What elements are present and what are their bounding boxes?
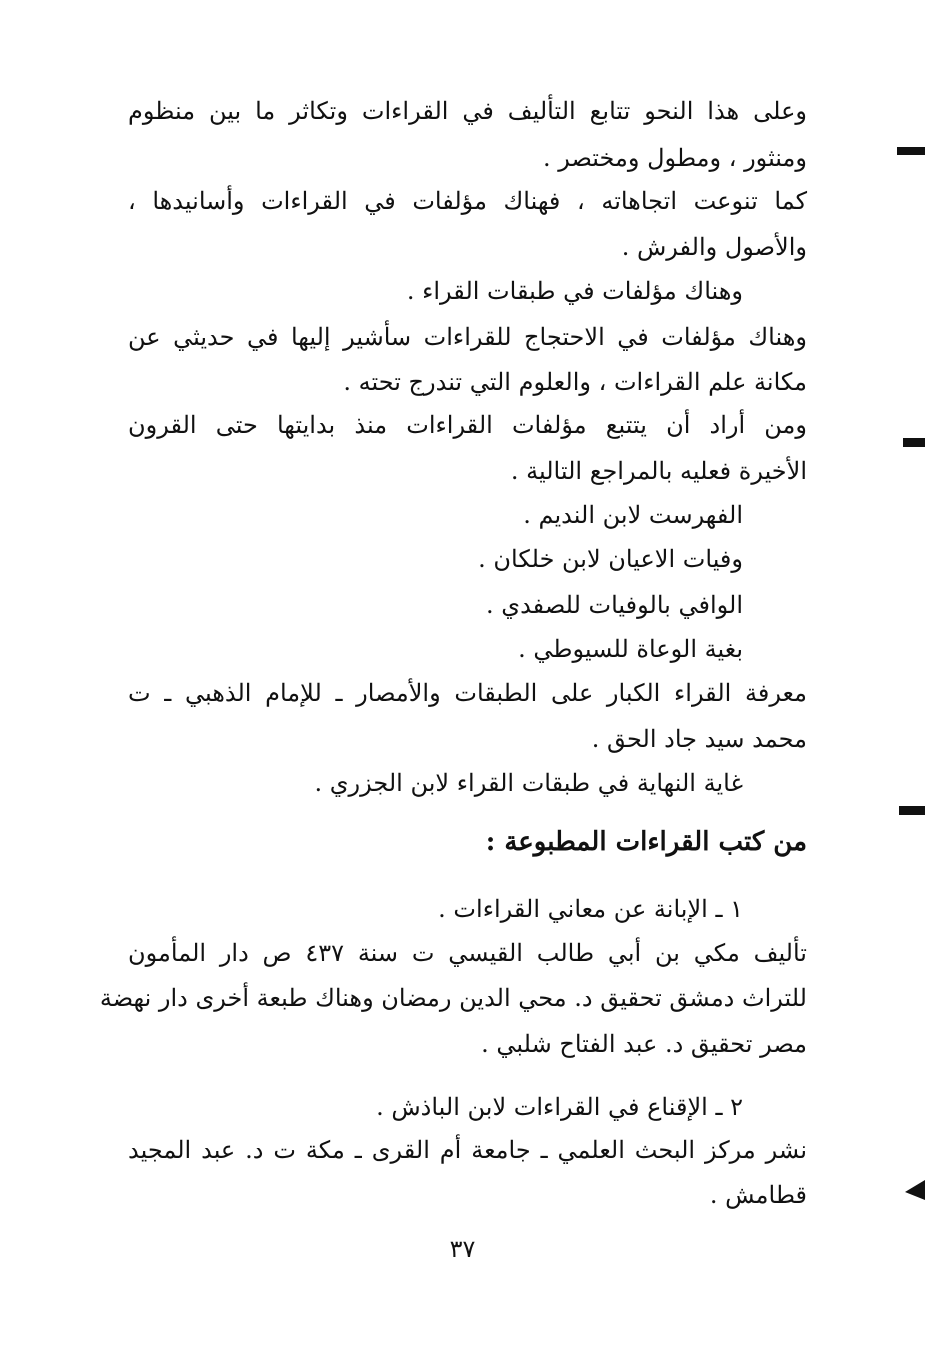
text-line: بغية الوعاة للسيوطي . <box>518 635 743 663</box>
text-line: وفيات الاعيان لابن خلكان . <box>478 545 743 573</box>
text-line: محمد سيد جاد الحق . <box>591 725 807 753</box>
binding-mark <box>903 438 925 447</box>
text-line: الأخيرة فعليه بالمراجع التالية . <box>510 457 807 485</box>
text-line: نشر مركز البحث العلمي ـ جامعة أم القرى ـ مكة ت د. عبد المجيد <box>128 1136 807 1164</box>
book-entry-title: ١ ـ الإبانة عن معاني القراءات . <box>438 895 743 923</box>
text-line: وهناك مؤلفات في طبقات القراء . <box>406 277 743 305</box>
text-line: الفهرست لابن النديم . <box>523 501 743 529</box>
binding-mark <box>897 147 925 155</box>
binding-mark <box>899 806 925 815</box>
text-line: ومنثور ، ومطول ومختصر . <box>542 144 807 172</box>
text-line: مصر تحقيق د. عبد الفتاح شلبي . <box>481 1030 807 1058</box>
text-line: تأليف مكي بن أبي طالب القيسي ت سنة ٤٣٧ ص دار المأمون <box>128 939 807 967</box>
page-number: ٣٧ <box>449 1235 476 1263</box>
binding-mark <box>905 1180 925 1200</box>
text-line: وهناك مؤلفات في الاحتجاج للقراءات سأشير إليها في حديثي عن <box>128 323 807 351</box>
text-line: وعلى هذا النحو تتابع التأليف في القراءات وتكاثر ما بين منظوم <box>128 97 807 125</box>
text-line: والأصول والفرش . <box>621 233 807 261</box>
text-line: كما تنوعت اتجاهاته ، فهناك مؤلفات في القراءات وأسانيدها ، <box>128 187 807 215</box>
text-line: الوافي بالوفيات للصفدي . <box>486 591 743 619</box>
book-entry-title: ٢ ـ الإقناع في القراءات لابن الباذش . <box>376 1093 743 1121</box>
text-line: للتراث دمشق تحقيق د. محي الدين رمضان وهناك طبعة أخرى دار نهضة <box>99 984 807 1012</box>
text-line: معرفة القراء الكبار على الطبقات والأمصار ـ للإمام الذهبي ـ ت <box>128 679 807 707</box>
text-line: قطامش . <box>709 1181 807 1209</box>
section-heading: من كتب القراءات المطبوعة : <box>485 827 807 857</box>
text-line: ومن أراد أن يتتبع مؤلفات القراءات منذ بدايتها حتى القرون <box>128 411 807 439</box>
text-line: مكانة علم القراءات ، والعلوم التي تندرج تحته . <box>343 368 807 396</box>
text-line: غاية النهاية في طبقات القراء لابن الجزري . <box>314 769 743 797</box>
